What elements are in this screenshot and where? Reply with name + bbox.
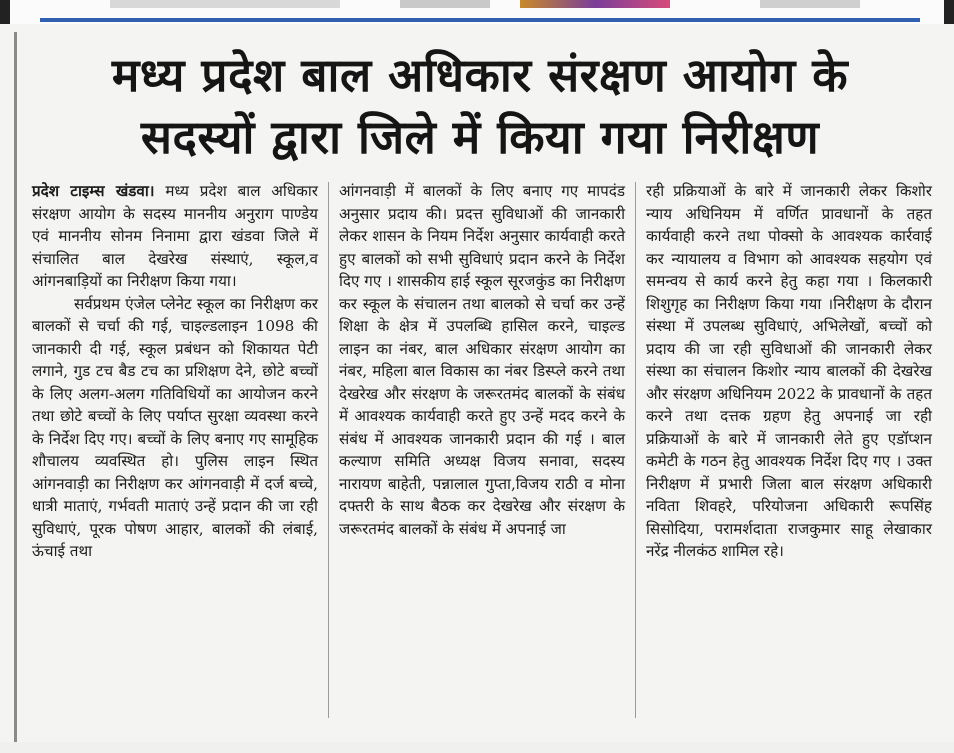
paragraph-column-2: आंगनवाड़ी में बालकों के लिए बनाए गए मापदंड अनुसार प्रदाय की। प्रदत्त सुविधाओं की जानकारी लेकर शासन के नियम निर्देश अनुसार कार्यवाही करते हुए बालकों को सभी सुविधाएं प्रदान करने के निर्देश दिए गए । शासकीय हाई स्कूल सूरजकुंड का निरीक्षण कर स्कूल के संचालन तथा बालको से चर्चा कर उन्हें शिक्षा के क्षेत्र में उपलब्धि हासिल करने, चाइल्ड लाइन का नंबर, बाल अधिकार संरक्षण आयोग का नंबर, महिला बाल विकास का नंबर डिस्प्ले करने तथा देखरेख और संरक्षण के जरूरतमंद बालकों के संबंध में आवश्यक कार्यवाही करते हुए उन्हें मदद करने के संबंध में आवश्यक जानकारी प्रदान की गई । बाल कल्याण समिति अध्यक्ष विजय सनावा, सदस्य नारायण बाहेती, पन्नालाल गुप्ता,विजय राठी व मोना दफ्तरी के साथ बैठक कर देखरेख और संरक्षण के जरूरतमंद बालकों के संबंध में अपनाई जा <box>339 182 625 538</box>
dateline: प्रदेश टाइम्स खंडवा। <box>32 182 155 200</box>
page-corner-left <box>0 0 10 24</box>
article-headline <box>30 44 930 168</box>
column-divider <box>328 182 329 718</box>
column-divider <box>635 182 636 718</box>
clipped-text-strip <box>400 0 490 8</box>
clipped-image-strip <box>110 0 340 8</box>
article-body <box>32 180 932 718</box>
paragraph-intro-text: मध्य प्रदेश बाल अधिकार संरक्षण आयोग के सदस्य माननीय अनुराग पाण्डेय एवं माननीय सोनम निनामा द्वारा खंडवा जिले में संचालित बाल देखरेख संस्थाएं, स्कूल,व आंगनबाड़ियों का निरीक्षण किया गया। <box>32 182 318 290</box>
clipped-photo-strip <box>520 0 670 8</box>
paragraph-column-3: रही प्रक्रियाओं के बारे में जानकारी लेकर किशोर न्याय अधिनियम में वर्णित प्रावधानों के तहत कार्यवाही करने तथा पोक्सो के आवश्यक कार्रवाई कर न्यायालय व विभाग को आवश्यक सहयोग एवं समन्वय से कार्य करने हेतु कहा गया । किलकारी शिशुगृह का निरीक्षण किया गया ।निरीक्षण के दौरान संस्था में उपलब्ध सुविधाएं, अभिलेखों, बच्चों को प्रदाय की जा रही सुविधाओं की जानकारी लेकर संस्था का संचालन किशोर न्याय बालकों की देखरेख और संरक्षण अधिनियम 2022 के प्रावधानों के तहत करने तथा दत्तक ग्रहण हेतु अपनाई जा रही प्रक्रियाओं के बारे में जानकारी लेते हुए एडॉप्शन कमेटी के गठन हेतु आवश्यक निर्देश दिए गए । उक्त निरीक्षण में प्रभारी जिला बाल संरक्षण अधिकारी नविता शिवहरे, परियोजना अधिकारी रूपसिंह सिसोदिया, परामर्शदाता राजकुमार साहू लेखाकार नरेंद्र नीलकंठ शामिल रहे। <box>646 182 932 560</box>
page-left-border <box>14 32 17 744</box>
article-column-2 <box>339 180 625 718</box>
article-column-3 <box>646 180 932 718</box>
headline-line-2: सदस्यों द्वारा जिले में किया गया निरीक्षण <box>140 110 820 164</box>
headline-line-1: मध्य प्रदेश बाल अधिकार संरक्षण आयोग के <box>111 48 849 102</box>
page-corner-right <box>944 0 954 24</box>
article-column-1 <box>32 180 318 718</box>
paragraph-intro <box>32 180 318 293</box>
top-rule <box>40 18 920 22</box>
next-page-strip <box>0 742 954 753</box>
previous-page-strip <box>0 0 954 24</box>
paragraph-school-visit: सर्वप्रथम एंजेल प्लेनेट स्कूल का निरीक्षण कर बालकों से चर्चा की गई, चाइल्डलाइन 1098 की जानकारी दी गई, स्कूल प्रबंधन को शिकायत पेटी लगाने, गुड टच बैड टच का प्रशिक्षण देने, छोटे बच्चों के लिए अलग-अलग गतिविधियों का आयोजन करने तथा छोटे बच्चों के लिए पर्याप्त सुरक्षा व्यवस्था करने के निर्देश दिए गए। बच्चों के लिए बनाए गए सामूहिक शौचालय व्यवस्थित हो। पुलिस लाइन स्थित आंगनवाड़ी का निरीक्षण कर आंगनवाड़ी में दर्ज बच्चे, धात्री माताएं, गर्भवती माताएं उन्हें प्रदान की जा रही सुविधाएं, पूरक पोषण आहार, बालकों की लंबाई, ऊंचाई तथा <box>32 294 318 560</box>
clipped-caption-strip <box>760 0 860 8</box>
